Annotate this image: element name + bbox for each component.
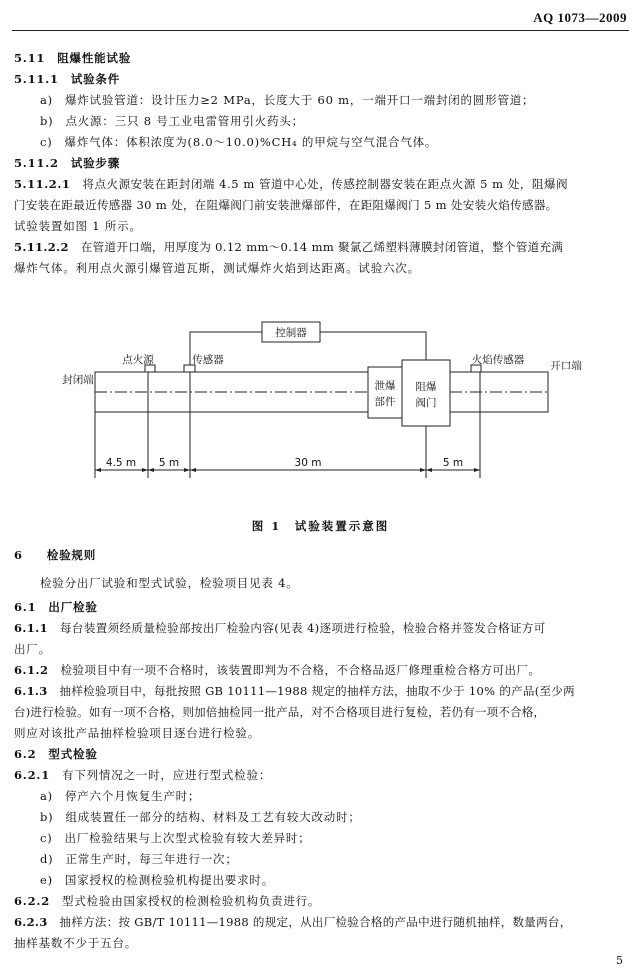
list-item: c) 出厂检验结果与上次型式检验有较大差异时； <box>40 831 311 845</box>
para-line: 台)进行检验。如有一项不合格，则加倍抽检同一批产品，对不合格项目进行复检，若仍有一项不合格， <box>14 705 546 719</box>
para-6-2-3: 6.2.3 抽样方法：按 GB/T 10111—1988 的规定，从出厂检验合格的产品中进行随机抽样，数量两台， <box>14 915 572 929</box>
controller-label: 控制器 <box>275 327 307 339</box>
para-6-1-1: 6.1.1 每台装置须经质量检验部按出厂检验内容(见表 4)逐项进行检验，检验合格并签发合格证方可 <box>14 621 546 635</box>
ignition-label: 点火源 <box>122 354 154 366</box>
heading-6-2: 6.2 型式检验 <box>14 747 98 761</box>
heading-5-11-1: 5.11.1 试验条件 <box>14 72 121 86</box>
list-item: e) 国家授权的检测检验机构提出要求时。 <box>40 873 275 887</box>
para-line: 则应对该批产品抽样检验项目逐台进行检验。 <box>14 726 260 740</box>
list-item: b) 组成装置任一部分的结构、材料及工艺有较大改动时； <box>40 810 361 824</box>
dim-label: 4.5 m <box>105 457 137 469</box>
dim-label: 5 m <box>442 457 464 469</box>
sensor-marker <box>184 365 195 372</box>
para-6-2-2: 6.2.2 型式检验由国家授权的检测检验机构负责进行。 <box>14 894 321 908</box>
list-item: a) 停产六个月恢复生产时； <box>40 789 201 803</box>
para-6-1-3: 6.1.3 抽样检验项目中，每批按照 GB 10111—1988 规定的抽样方法，抽取不少于 10% 的产品(至少两 <box>14 684 575 698</box>
closed-end-label: 封闭端 <box>62 374 94 386</box>
para-line: 抽样基数不少于五台。 <box>14 936 137 950</box>
valve-label: 阀门 <box>415 397 437 409</box>
standard-id: AQ 1073—2009 <box>533 10 627 25</box>
dim-label: 30 m <box>294 457 322 469</box>
dim-label: 5 m <box>158 457 180 469</box>
para-line: 爆炸气体。利用点火源引爆管道瓦斯，测试爆炸火焰到达距离。试验六次。 <box>14 261 420 275</box>
vent-box <box>368 367 402 418</box>
para-5-11-2-1: 5.11.2.1 将点火源安装在距封闭端 4.5 m 管道中心处，传感控制器安装在距点火源 5 m 处，阻爆阀 <box>14 177 569 191</box>
sensor-label: 传感器 <box>192 354 224 366</box>
list-item: d) 正常生产时，每三年进行一次； <box>40 852 238 866</box>
valve-label: 阻爆 <box>415 381 437 393</box>
para-line: 出厂。 <box>14 642 51 656</box>
heading-5-11: 5.11 阻爆性能试验 <box>14 51 132 65</box>
heading-5-11-2: 5.11.2 试验步骤 <box>14 156 121 170</box>
list-item: b) 点火源：三只 8 号工业电雷管用引火药头； <box>40 114 304 128</box>
para-5-11-2-2: 5.11.2.2 在管道开口端，用厚度为 0.12 mm～0.14 mm 聚氯乙烯塑料薄膜封闭管道，整个管道充满 <box>14 240 564 254</box>
figure-caption: 图 1 试验装置示意图 <box>251 519 390 533</box>
open-end-label: 开口端 <box>550 360 582 372</box>
flame-sensor-label: 火焰传感器 <box>471 354 525 366</box>
para-6-1-2: 6.1.2 检验项目中有一项不合格时，该装置即判为不合格，不合格品返厂修理重检合格方可出厂。 <box>14 663 541 677</box>
flame-sensor-marker <box>471 365 481 372</box>
para-line: 试验装置如图 1 所示。 <box>14 219 142 233</box>
page-number: 5 <box>616 954 623 967</box>
ignition-marker <box>145 365 155 372</box>
heading-6: 6 检验规则 <box>14 548 97 562</box>
valve-box <box>402 360 450 426</box>
test-apparatus-diagram <box>0 310 641 510</box>
para-6-2-1: 6.2.1 有下列情况之一时，应进行型式检验： <box>14 768 272 782</box>
vent-label: 部件 <box>374 396 396 408</box>
para-intro: 检验分出厂试验和型式试验，检验项目见表 4。 <box>40 576 299 590</box>
list-item: a) 爆炸试验管道：设计压力≥2 MPa，长度大于 60 m，一端开口一端封闭的圆形管道； <box>40 93 535 107</box>
vent-label: 泄爆 <box>374 380 396 392</box>
header-rule <box>12 30 629 31</box>
para-line: 门安装在距最近传感器 30 m 处，在阻爆阀门前安装泄爆部件，在距阻爆阀门 5 m 处安装火焰传感器。 <box>14 198 558 212</box>
heading-6-1: 6.1 出厂检验 <box>14 600 98 614</box>
list-item: c) 爆炸气体：体积浓度为(8.0～10.0)%CH₄ 的甲烷与空气混合气体。 <box>40 135 438 149</box>
